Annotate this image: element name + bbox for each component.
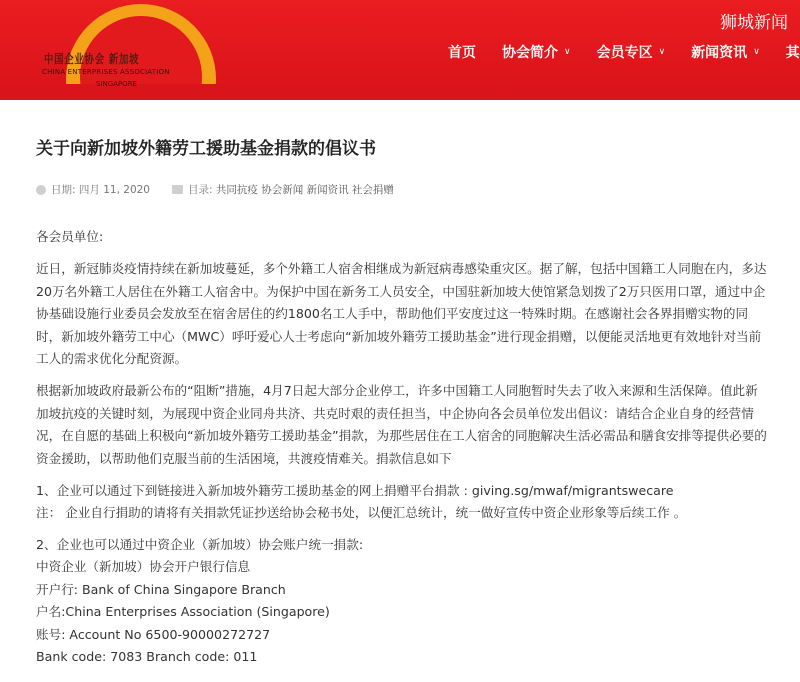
article: [0, 100, 800, 682]
chevron-down-icon: ∨: [564, 47, 571, 57]
folder-icon: [172, 185, 183, 194]
nav-item-home[interactable]: [448, 40, 476, 64]
clock-icon: [36, 185, 46, 195]
nav-item-other[interactable]: [786, 40, 800, 64]
nav-item-label: 其: [785, 45, 800, 61]
nav-item-members[interactable]: [597, 40, 666, 64]
logo-chinese-text: 中国企业协会 新加坡: [44, 52, 140, 66]
category-label: 目录:: [188, 184, 213, 196]
article-meta: [36, 182, 394, 197]
bank-code: Bank code: 7083 Branch code: 011: [36, 649, 258, 664]
article-title: 关于向新加坡外籍劳工援助基金捐款的倡议书: [36, 139, 376, 159]
nav-item-about[interactable]: [502, 40, 571, 64]
nav-item-news[interactable]: [691, 40, 760, 64]
nav-item-label: 首页: [448, 45, 476, 61]
logo-english-text: CHINA ENTERPRISES ASSOCIATION: [42, 68, 170, 76]
paragraph-1: 近日，新冠肺炎疫情持续在新加坡蔓延，多个外籍工人宿舍相继成为新冠病毒感染重灾区。据了解，包括中国籍工人同胞在内，多达20万名外籍工人居住在外籍工人宿舍中。为保护中国在新务工人员安全，中国驻新加坡大使馆紧急划拨了2万只医用口罩，通过中企协基础设施行业委员会发放至在宿舍居住的约1800名工人手中，帮助他们平安度过这一特殊时期。在感谢社会各界捐赠实物的同时，新加坡外籍劳工中心（MWC）呼吁爱心人士考虑向“新加坡外籍劳工援助基金”进行现金捐赠，以便能灵活地更有效地针对当前工人的需求优化分配资源。: [36, 261, 767, 366]
association-logo[interactable]: [0, 0, 240, 100]
paragraph-2: 根据新加坡政府最新公布的“阻断”措施，4月7日起大部分企业停工，许多中国籍工人同胞暂时失去了收入来源和生活保障。值此新加坡抗疫的关键时刻，为展现中资企业同舟共济、共克时艰的责任担当，中企协向各会员单位发出倡议：请结合企业自身的经营情况，在自愿的基础上积极向“新加坡外籍劳工援助基金”捐款，为那些居住在工人宿舍的同胞解决生活必需品和膳食安排等提供必要的资金援助，以帮助他们克服当前的生活困境，共渡疫情难关。捐款信息如下: [36, 383, 767, 466]
nav-item-label: 会员专区: [596, 45, 653, 61]
bank-header: 中资企业（新加坡）协会开户银行信息: [36, 559, 251, 574]
category-link[interactable]: 共同抗疫: [215, 184, 258, 196]
salutation: 各会员单位:: [36, 229, 104, 244]
donation-item-1: 1、企业可以通过下到链接进入新加坡外籍劳工援助基金的网上捐赠平台捐款 : giving.sg/mwaf/migrantswecare: [36, 483, 674, 498]
logo-english-subtext: SINGAPORE: [96, 80, 137, 88]
account-name: 户名:China Enterprises Association (Singapore): [36, 604, 330, 619]
donation-item-2: 2、企业也可以通过中资企业（新加坡）协会账户统一捐款:: [36, 537, 364, 552]
site-header: [0, 0, 800, 100]
chevron-down-icon: ∨: [753, 47, 760, 57]
category-link[interactable]: 协会新闻: [261, 184, 304, 196]
main-nav: [448, 40, 800, 64]
bank-info: [36, 556, 768, 669]
nav-item-label: 新闻资讯: [691, 45, 748, 61]
donation-note: 注： 企业自行捐助的请将有关捐款凭证抄送给协会秘书处，以便汇总统计，统一做好宣传中资企业形象等后续工作 。: [36, 505, 687, 520]
bank-name: 开户行: Bank of China Singapore Branch: [36, 581, 286, 597]
category-link[interactable]: 社会捐赠: [351, 184, 394, 196]
chevron-down-icon: ∨: [658, 47, 666, 57]
article-date: 四月 11, 2020: [78, 184, 150, 196]
account-number: 账号: Account No 6500-90000272727: [36, 626, 271, 642]
date-label: 日期:: [51, 184, 76, 196]
site-name[interactable]: 狮城新闻: [720, 13, 788, 33]
nav-item-label: 协会简介: [502, 45, 558, 61]
category-link[interactable]: 新闻资讯: [306, 184, 349, 196]
